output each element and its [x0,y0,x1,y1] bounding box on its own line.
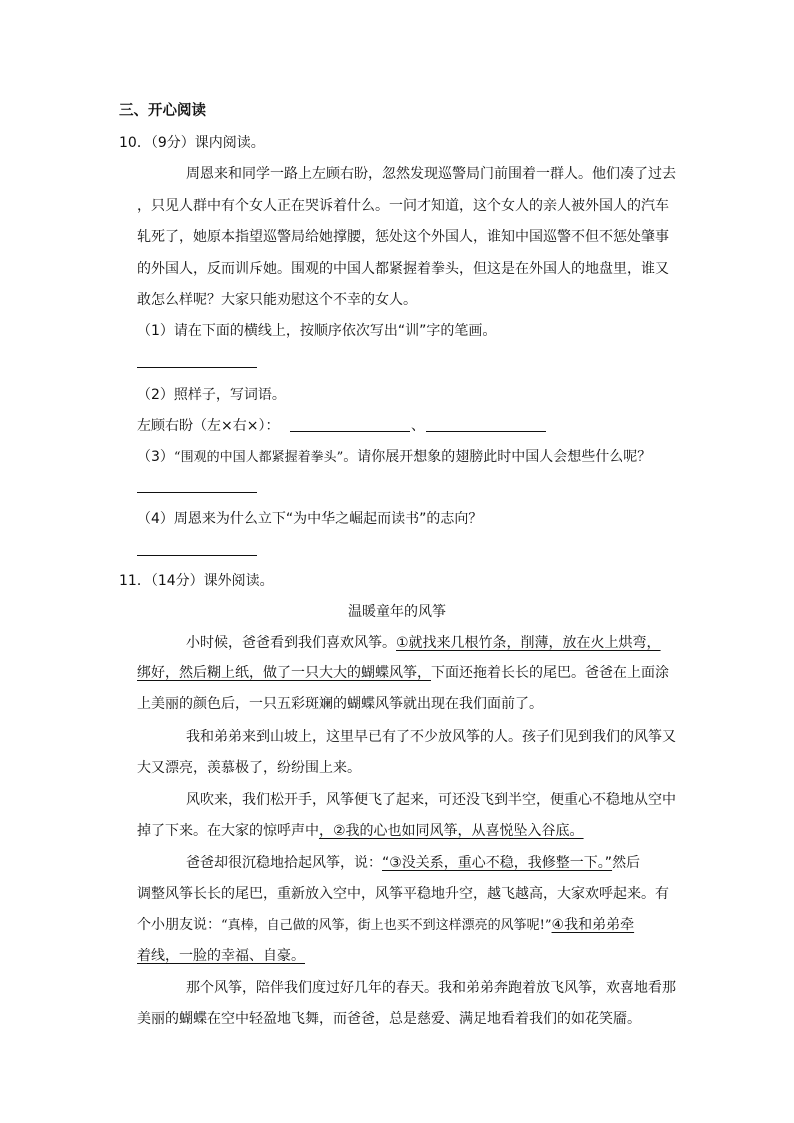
q11-p2-line-1: 我和弟弟来到山坡上，这里早已有了不少放风筝的人。孩子们见到我们的风筝又 [186,729,676,745]
q11-passage-title: 温暖童年的风筝 [348,604,446,620]
q10-passage-line-2: ，只见人群中有个女人正在哭诉着什么。一问才知道，这个女人的亲人被外国人的汽车 [137,198,669,214]
q11-p5-line-2: 美丽的蝴蝶在空中轻盈地飞舞，而爸爸，总是慈爱、满足地看着我们的如花笑靥。 [137,1011,641,1027]
q10-sub3-prompt: （3）“围观的中国人都紧握着拳头”。请你展开想象的翅膀此时中国人会想些什么呢？ [137,449,652,465]
q11-header: 11．（14分）课外阅读。 [119,573,274,589]
q10-sub4-prompt: （4）周恩来为什么立下“为中华之崛起而读书”的志向？ [137,511,483,527]
q11-p4-line-1: 爸爸却很沉稳地拾起风筝，说：“③没关系，重心不稳，我修整一下。”然后 [186,855,641,871]
section-title: 三、开心阅读 [119,103,206,119]
q11-p5-line-1: 那个风筝，陪伴我们度过好几年的春天。我和弟弟奔跑着放飞风筝，欢喜地看那 [186,980,676,996]
underlined-sentence-4: ④我和弟弟牵 [551,917,635,933]
q10-sub2-answer-line-2[interactable] [426,431,546,432]
q10-passage-line-1: 周恩来和同学一路上左顾右盼，忽然发现巡警局门前围着一群人。他们凑了过去 [186,166,676,182]
q11-p1-line-1: 小时候，爸爸看到我们喜欢风筝。①就找来几根竹条，削薄，放在火上烘弯， [186,635,661,651]
underlined-sentence-4-cont: 着线，一脸的幸福、自豪。 [137,948,305,964]
underlined-sentence-1-cont: 绑好，然后糊上纸，做了一只大大的蝴蝶风筝， [137,665,431,681]
q11-p4-line-4 [137,946,305,966]
q11-p3-line-1: 风吹来，我们松开手，风筝便飞了起来，可还没飞到半空，便重心不稳地从空中 [186,792,676,808]
underlined-sentence-1: ①就找来几根竹条，削薄，放在火上烘弯， [396,635,661,651]
q10-sub4-answer-line[interactable] [137,555,257,556]
q10-passage-line-5: 敢怎么样呢？大家只能劝慰这个不幸的女人。 [137,292,417,308]
underlined-sentence-2: ，②我的心也如同风筝，从喜悦坠入谷底。 [319,823,584,839]
q10-sub1-answer-line[interactable] [137,367,257,368]
q11-p3-line-2: 掉了下来。在大家的惊呼声中，②我的心也如同风筝，从喜悦坠入谷底。 [137,823,584,839]
q10-sub2-prompt: （2）照样子，写词语。 [137,387,286,403]
q11-p4-line-2: 调整风筝长长的尾巴，重新放入空中，风筝平稳地升空，越飞越高，大家欢呼起来。有 [137,886,669,902]
q10-sub1-prompt: （1）请在下面的横线上，按顺序依次写出“训”字的笔画。 [137,323,497,339]
q10-sub2-answer-line-1[interactable] [290,431,410,432]
q10-sub3-answer-line[interactable] [137,492,257,493]
q11-p1-line-3: 上美丽的颜色后，一只五彩斑斓的蝴蝶风筝就出现在我们面前了。 [137,696,543,712]
underlined-sentence-3: “③没关系，重心不稳，我修整一下。” [382,855,613,871]
q10-header: 10．（9分）课内阅读。 [119,135,265,151]
q11-p1-line-2: 绑好，然后糊上纸，做了一只大大的蝴蝶风筝，下面还拖着长长的尾巴。爸爸在上面涂 [137,665,669,681]
q10-passage-line-3: 轧死了，她原本指望巡警局给她撑腰，惩处这个外国人，谁知中国巡警不但不惩处肇事 [137,229,669,245]
q10-sub2-separator: 、 [411,418,425,434]
q10-sub2-example: 左顾右盼（左×右×）： [137,418,280,434]
q11-p4-line-3: 个小朋友说：“真棒，自己做的风筝，街上也买不到这样漂亮的风筝呢!”④我和弟弟牵 [137,917,635,933]
q11-p2-line-2: 大又漂亮，羡慕极了，纷纷围上来。 [137,760,361,776]
q10-passage-line-4: 的外国人，反而训斥她。围观的中国人都紧握着拳头，但这是在外国人的地盘里，谁又 [137,261,669,277]
